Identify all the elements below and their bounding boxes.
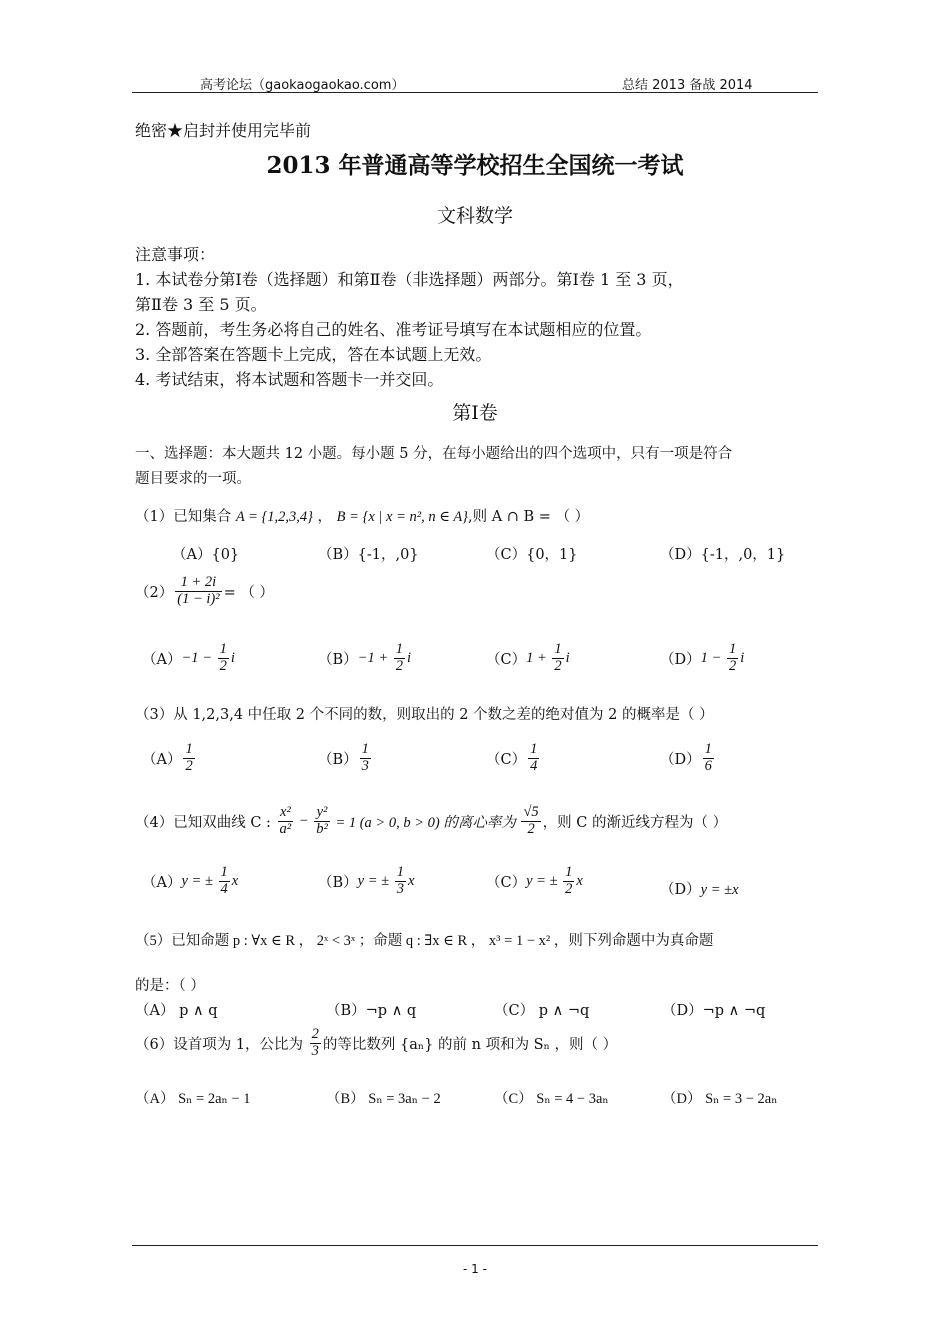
option-b: （B）{-1，,0} bbox=[318, 547, 419, 563]
option-expr: i bbox=[406, 649, 412, 666]
notice-item: 4. 考试结束，将本试题和答题卡一并交回。 bbox=[135, 370, 444, 389]
fraction-denominator: 6 bbox=[704, 757, 712, 774]
option-d bbox=[660, 878, 739, 899]
option-label: （D） bbox=[660, 751, 701, 768]
option-c bbox=[486, 865, 583, 898]
option-expr: i bbox=[565, 649, 570, 666]
notice-heading: 注意事项： bbox=[135, 245, 216, 264]
fraction bbox=[175, 575, 221, 608]
option-label: （A） bbox=[142, 651, 182, 668]
header-right: 总结 2013 备战 2014 bbox=[622, 78, 753, 93]
fraction-denominator: (1 − i)² bbox=[177, 590, 220, 607]
operator: − bbox=[295, 812, 313, 829]
option-label: （A） bbox=[142, 874, 182, 891]
option-expr: x bbox=[231, 872, 239, 889]
fraction-numerator: 1 bbox=[220, 864, 228, 880]
option-d bbox=[660, 742, 716, 775]
question-4 bbox=[135, 805, 727, 838]
exam-subtitle: 文科数学 bbox=[436, 205, 513, 227]
exam-title: 2013 年普通高等学校招生全国统一考试 bbox=[266, 152, 684, 179]
option-label: （B） bbox=[318, 874, 358, 891]
option-expr: x bbox=[407, 872, 415, 889]
fraction-denominator: b² bbox=[316, 820, 328, 837]
option-b bbox=[318, 865, 414, 898]
question-number: （1） bbox=[135, 509, 174, 525]
fraction-numerator: 1 + 2i bbox=[175, 575, 221, 592]
fraction bbox=[552, 642, 563, 675]
option-a bbox=[142, 865, 238, 898]
fraction-numerator: 2 bbox=[311, 1026, 319, 1042]
option-b bbox=[318, 642, 411, 675]
option-label: （C） bbox=[486, 874, 527, 891]
option-a: （A） Sₙ = 2aₙ − 1 bbox=[135, 1091, 251, 1107]
option-a: （A）{0} bbox=[172, 547, 240, 563]
option-b bbox=[318, 742, 373, 775]
option-c: （C）{0，1} bbox=[486, 547, 578, 563]
question-6 bbox=[135, 1027, 617, 1060]
option-a: （A） p ∧ q bbox=[135, 1003, 218, 1019]
option-c bbox=[486, 642, 570, 675]
fraction-numerator: √5 bbox=[523, 804, 539, 820]
question-text: = （ ） bbox=[223, 584, 274, 601]
option-label: （B） bbox=[318, 751, 358, 768]
fraction-denominator: 4 bbox=[220, 880, 228, 897]
fraction bbox=[218, 642, 229, 675]
option-c: （C） Sₙ = 4 − 3aₙ bbox=[494, 1091, 609, 1107]
fraction bbox=[310, 1027, 321, 1060]
option-expr: y = ± bbox=[357, 872, 393, 889]
notice-item: 1. 本试卷分第Ⅰ卷（选择题）和第Ⅱ卷（非选择题）两部分。第Ⅰ卷 1 至 3 页， bbox=[135, 270, 684, 289]
fraction-numerator: 1 bbox=[185, 741, 193, 757]
option-d: （D）¬p ∧ ¬q bbox=[662, 1003, 766, 1019]
option-b: （B）¬p ∧ q bbox=[326, 1003, 417, 1019]
option-expr: −1 + bbox=[357, 649, 392, 666]
option-d: （D） Sₙ = 3 − 2aₙ bbox=[662, 1091, 778, 1107]
question-text: ，则 C 的渐近线方程为（ ） bbox=[542, 814, 728, 831]
fraction-denominator: 2 bbox=[185, 757, 193, 774]
page-number: - 1 - bbox=[463, 1262, 487, 1276]
option-label: （C） bbox=[486, 751, 527, 768]
option-expr: i bbox=[740, 649, 745, 666]
question-text: （6）设首项为 1，公比为 bbox=[135, 1036, 308, 1053]
footer-rule bbox=[132, 1245, 818, 1246]
option-d bbox=[660, 642, 744, 675]
fraction-numerator: 1 bbox=[396, 864, 404, 880]
notice-item: 3. 全部答案在答题卡上完成，答在本试题上无效。 bbox=[135, 345, 492, 364]
option-label: （D） bbox=[660, 651, 701, 668]
option-c bbox=[486, 742, 541, 775]
notice-item: 2. 答题前，考生务必将自己的姓名、准考证号填写在本试题相应的位置。 bbox=[135, 320, 652, 339]
fraction bbox=[727, 642, 738, 675]
fraction-denominator: 3 bbox=[396, 880, 404, 897]
option-label: （C） bbox=[486, 651, 527, 668]
fraction-denominator: 2 bbox=[554, 657, 562, 674]
fraction-numerator: 1 bbox=[704, 741, 712, 757]
fraction bbox=[703, 742, 714, 775]
fraction-numerator: x² bbox=[278, 805, 294, 822]
fraction bbox=[219, 865, 230, 898]
section-instruction: 题目要求的一项。 bbox=[135, 471, 251, 487]
question-2 bbox=[135, 575, 274, 608]
question-text: 的等比数列 {aₙ} 的前 n 项和为 Sₙ ，则（ ） bbox=[322, 1036, 618, 1053]
option-a bbox=[142, 742, 197, 775]
question-text: = 1 (a > 0, b > 0) 的离心率为 bbox=[331, 814, 520, 831]
option-expr: y = ±x bbox=[700, 882, 739, 898]
secret-mark: 绝密★启封并使用完毕前 bbox=[135, 121, 312, 140]
option-expr: x bbox=[576, 872, 583, 889]
notice-item: 第Ⅱ卷 3 至 5 页。 bbox=[135, 295, 267, 314]
fraction-numerator: 1 bbox=[219, 641, 227, 657]
option-label: （A） bbox=[142, 751, 182, 768]
fraction-numerator: 1 bbox=[395, 641, 403, 657]
header-left: 高考论坛（gaokaogaokao.com） bbox=[200, 78, 405, 93]
fraction bbox=[314, 805, 330, 838]
fraction-denominator: 2 bbox=[565, 880, 573, 897]
question-text: 已知集合 bbox=[173, 509, 236, 525]
question-1: （1）已知集合 A = {1,2,3,4} ， B = {x | x = n², n ∈ A},则 A ∩ B = （ ） bbox=[135, 509, 590, 525]
fraction-denominator: 4 bbox=[530, 757, 538, 774]
fraction-denominator: 2 bbox=[395, 657, 403, 674]
fraction-denominator: a² bbox=[279, 820, 292, 837]
question-5-cont: 的是：（ ） bbox=[135, 978, 205, 994]
fraction-numerator: 1 bbox=[361, 741, 369, 757]
fraction bbox=[360, 742, 371, 775]
question-5: （5）已知命题 p : ∀x ∈ R ， 2ˣ < 3ˣ ；命题 q : ∃x ∈ R ， x³ = 1 − x² ，则下列命题中为真命题 bbox=[135, 933, 714, 949]
option-c: （C） p ∧ ¬q bbox=[494, 1003, 590, 1019]
header-rule bbox=[132, 92, 818, 93]
fraction-numerator: 1 bbox=[530, 741, 538, 757]
question-number: （2） bbox=[135, 584, 174, 601]
fraction-denominator: 3 bbox=[311, 1042, 319, 1059]
option-b: （B） Sₙ = 3aₙ − 2 bbox=[326, 1091, 441, 1107]
fraction bbox=[278, 805, 294, 838]
fraction bbox=[394, 642, 405, 675]
fraction-numerator: 1 bbox=[565, 864, 573, 880]
fraction bbox=[521, 805, 540, 838]
fraction bbox=[563, 865, 574, 898]
option-d: （D）{-1，,0，1} bbox=[660, 547, 786, 563]
section-instruction: 一、选择题：本大题共 12 小题。每小题 5 分，在每小题给出的四个选项中，只有一项是符合 bbox=[135, 446, 733, 462]
part-title: 第Ⅰ卷 bbox=[452, 402, 498, 424]
fraction-numerator: 1 bbox=[728, 641, 737, 657]
set-b: B = {x | x = n², n ∈ A} bbox=[336, 509, 468, 525]
option-expr: y = ± bbox=[181, 872, 217, 889]
fraction-denominator: 3 bbox=[361, 757, 369, 774]
question-text: ,则 A ∩ B = （ ） bbox=[467, 509, 590, 525]
fraction bbox=[395, 865, 406, 898]
option-expr: 1 + bbox=[526, 649, 551, 666]
option-label: （B） bbox=[318, 651, 358, 668]
fraction-numerator: 1 bbox=[554, 641, 562, 657]
fraction bbox=[528, 742, 539, 775]
option-expr: i bbox=[230, 649, 235, 666]
option-label: （D） bbox=[660, 882, 701, 898]
fraction bbox=[183, 742, 194, 775]
set-a: A = {1,2,3,4} bbox=[235, 509, 313, 525]
fraction-numerator: y² bbox=[314, 805, 330, 822]
fraction-denominator: 2 bbox=[219, 657, 227, 674]
fraction-denominator: 2 bbox=[527, 820, 535, 837]
question-text: （4）已知双曲线 C : bbox=[135, 814, 276, 831]
option-a bbox=[142, 642, 235, 675]
option-expr: −1 − bbox=[181, 649, 216, 666]
option-expr: 1 − bbox=[700, 649, 725, 666]
fraction-denominator: 2 bbox=[728, 657, 737, 674]
option-expr: y = ± bbox=[526, 872, 562, 889]
question-3: （3）从 1,2,3,4 中任取 2 个不同的数，则取出的 2 个数之差的绝对值为 2 的概率是（ ） bbox=[135, 707, 714, 723]
